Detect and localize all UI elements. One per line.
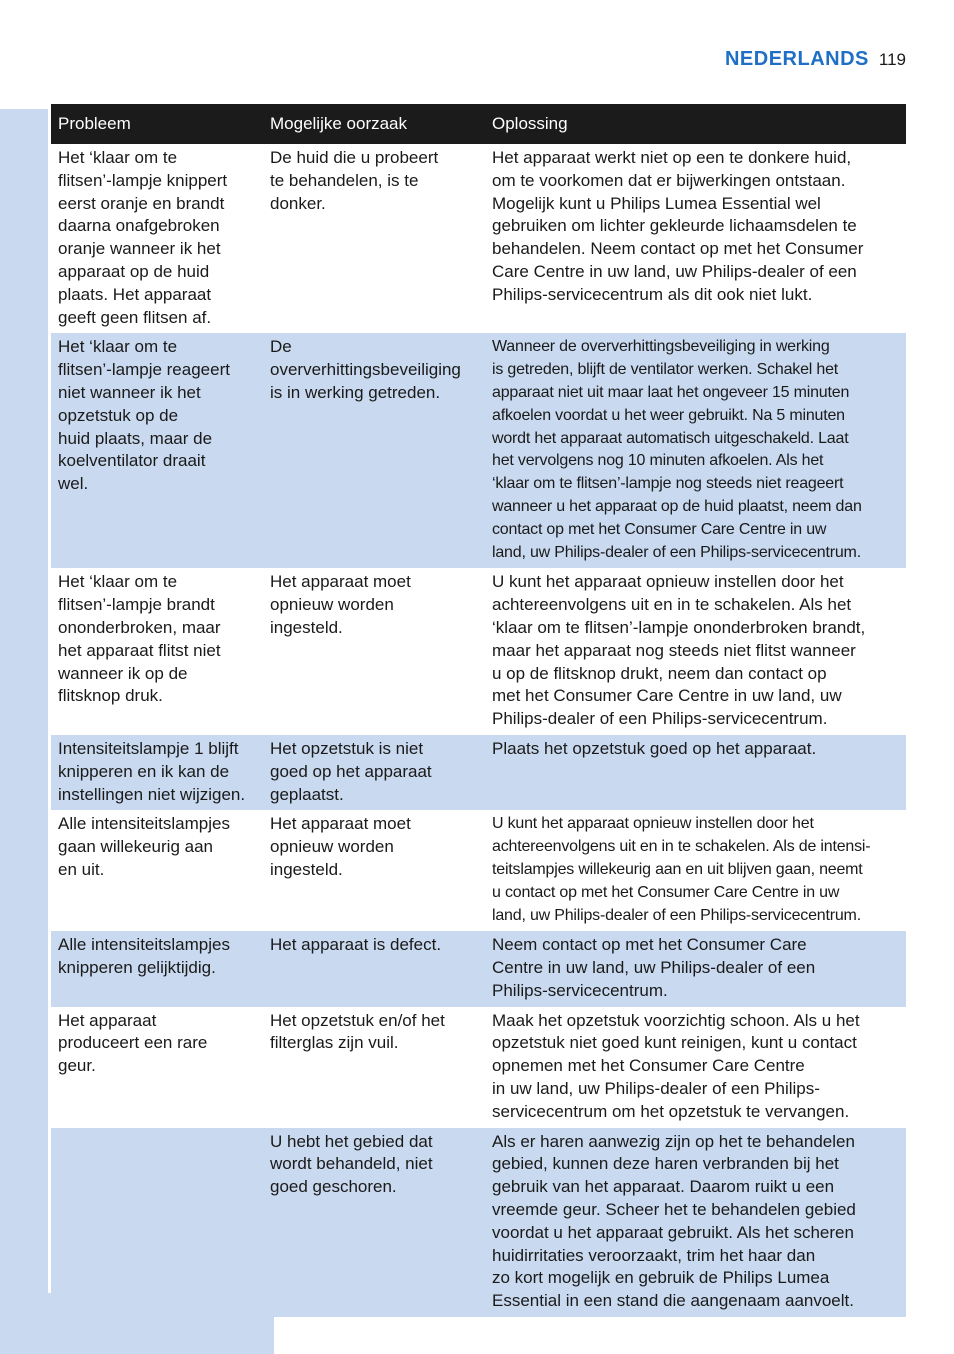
- cause-cell: U hebt het gebied dat wordt behandeld, niet goed geschoren.: [263, 1128, 485, 1317]
- side-color-band: [0, 109, 48, 1354]
- language-title: NEDERLANDS: [724, 48, 869, 70]
- solution-cell: U kunt het apparaat opnieuw instellen door het achtereenvolgens uit en in te schakelen. Als het ‘klaar om te flitsen’-lampje ononderbroken brandt, maar het apparaat nog steeds niet flitst wanneer u op de flitsknop drukt, neem dan contact op met het Consumer Care Centre in uw land, uw Philips-dealer of een Philips-servicecentrum.: [485, 568, 906, 735]
- cause-cell: De oververhittingsbeveiliging is in werking getreden.: [263, 333, 485, 568]
- page-number: 119: [878, 50, 906, 69]
- cause-cell: Het apparaat moet opnieuw worden ingesteld.: [263, 568, 485, 735]
- problem-cell: [51, 1128, 263, 1317]
- cause-cell: Het apparaat moet opnieuw worden ingesteld.: [263, 810, 485, 931]
- solution-cell: Neem contact op met het Consumer Care Centre in uw land, uw Philips-dealer of een Philips-servicecentrum.: [485, 931, 906, 1006]
- column-header-solution: Oplossing: [485, 104, 906, 144]
- table-row: [51, 810, 906, 931]
- table-row: [51, 333, 906, 568]
- solution-cell: Wanneer de oververhittingsbeveiliging in werking is getreden, blijft de ventilator werken. Schakel het apparaat niet uit maar laat het ongeveer 15 minuten afkoelen voordat u het weer gebruikt. Na 5 minuten wordt het apparaat automatisch uitgeschakeld. Laat het vervolgens nog 10 minuten afkoelen. Als het ‘klaar om te flitsen’-lampje nog steeds niet reageert wanneer u het apparaat op de huid plaatst, neem dan contact op met het Consumer Care Centre in uw land, uw Philips-dealer of een Philips-servicecentrum.: [485, 333, 906, 568]
- table-header-row: [51, 104, 906, 144]
- solution-cell: Plaats het opzetstuk goed op het apparaat.: [485, 735, 906, 810]
- page-header: [725, 48, 906, 74]
- problem-cell: Intensiteitslampje 1 blijft knipperen en ik kan de instellingen niet wijzigen.: [51, 735, 263, 810]
- table-row: [51, 735, 906, 810]
- table-row: [51, 931, 906, 1006]
- cause-cell: Het apparaat is defect.: [263, 931, 485, 1006]
- cause-cell: Het opzetstuk is niet goed op het apparaat geplaatst.: [263, 735, 485, 810]
- problem-cell: Alle intensiteitslampjes knipperen gelijktijdig.: [51, 931, 263, 1006]
- solution-cell: Als er haren aanwezig zijn op het te behandelen gebied, kunnen deze haren verbranden bij het gebruik van het apparaat. Daarom ruikt u een vreemde geur. Scheer het te behandelen gebied voordat u het apparaat gebruikt. Als het scheren huidirritaties veroorzaakt, trim het haar dan zo kort mogelijk en gebruik de Philips Lumea Essential in een stand die aangenaam aanvoelt.: [485, 1128, 906, 1317]
- column-header-problem: Probleem: [51, 104, 263, 144]
- problem-cell: Het ‘klaar om te flitsen’-lampje knippert eerst oranje en brandt daarna onafgebroken oranje wanneer ik het apparaat op de huid plaats. Het apparaat geeft geen flitsen af.: [51, 144, 263, 333]
- cause-cell: De huid die u probeert te behandelen, is te donker.: [263, 144, 485, 333]
- problem-cell: Alle intensiteitslampjes gaan willekeurig aan en uit.: [51, 810, 263, 931]
- column-header-cause: Mogelijke oorzaak: [263, 104, 485, 144]
- problem-cell: Het apparaat produceert een rare geur.: [51, 1007, 263, 1128]
- solution-cell: Maak het opzetstuk voorzichtig schoon. Als u het opzetstuk niet goed kunt reinigen, kunt u contact opnemen met het Consumer Care Centre in uw land, uw Philips-dealer of een Philips- servicecentrum om het opzetstuk te vervangen.: [485, 1007, 906, 1128]
- solution-cell: U kunt het apparaat opnieuw instellen door het achtereenvolgens uit en in te schakelen. Als de intensi- teitslampjes willekeurig aan en uit blijven gaan, neemt u contact op met het Consumer Care Centre in uw land, uw Philips-dealer of een Philips-servicecentrum.: [485, 810, 906, 931]
- solution-cell: Het apparaat werkt niet op een te donkere huid, om te voorkomen dat er bijwerkingen ontstaan. Mogelijk kunt u Philips Lumea Essential wel gebruiken om lichter gekleurde lichaamsdelen te behandelen. Neem contact op met het Consumer Care Centre in uw land, uw Philips-dealer of een Philips-servicecentrum als dit ook niet lukt.: [485, 144, 906, 333]
- troubleshooting-table: [51, 104, 906, 1317]
- table-row: [51, 568, 906, 735]
- problem-cell: Het ‘klaar om te flitsen’-lampje brandt ononderbroken, maar het apparaat flitst niet wanneer ik op de flitsknop druk.: [51, 568, 263, 735]
- table-row: [51, 1007, 906, 1128]
- problem-cell: Het ‘klaar om te flitsen’-lampje reageert niet wanneer ik het opzetstuk op de huid plaats, maar de koelventilator draait wel.: [51, 333, 263, 568]
- table-row: [51, 1128, 906, 1317]
- table-row: [51, 144, 906, 333]
- cause-cell: Het opzetstuk en/of het filterglas zijn vuil.: [263, 1007, 485, 1128]
